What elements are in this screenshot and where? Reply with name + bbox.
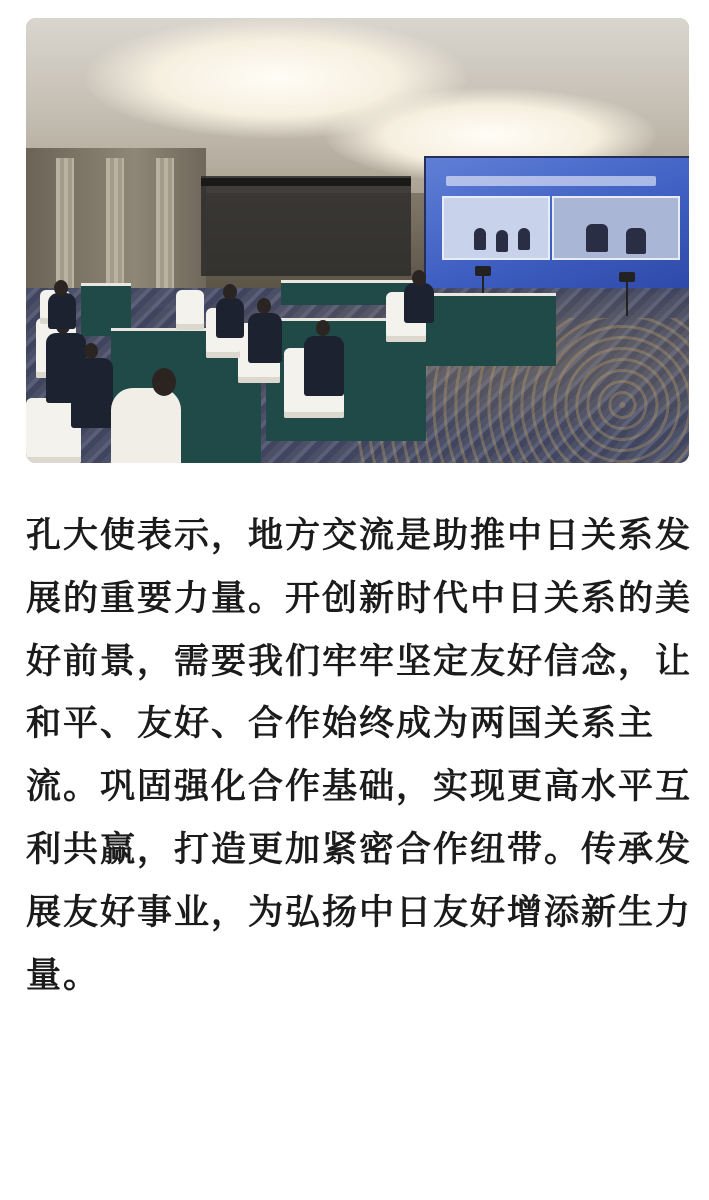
delegate-head [223,284,237,300]
delegate-head [54,280,68,296]
camera-tripod [626,280,628,316]
article-paragraph: 孔大使表示，地方交流是助推中日关系发展的重要力量。开创新时代中日关系的美好前景，需要我们牢牢坚定友好信念，让和平、友好、合作始终成为两国关系主流。巩固强化合作基础，实现更高水平互利共赢，打造更加紧密合作纽带。传承发展友好事业，为弘扬中日友好增添新生力量。 [26,516,693,996]
news-photo [26,18,689,463]
stage-lighting-bar [201,178,411,186]
delegate-head [316,320,330,336]
chair [176,290,204,330]
video-participant [474,228,486,250]
delegate [304,336,344,396]
conference-table [421,293,556,366]
delegate-head [257,298,271,314]
video-camera [475,266,491,276]
delegate-head [84,343,98,359]
video-feed-right [552,196,680,260]
video-participant [518,228,530,250]
delegate [216,298,244,338]
video-participant [586,224,608,252]
delegate [404,283,434,323]
video-participant [626,228,646,254]
screen-caption [446,176,656,186]
stage-rig [201,176,411,276]
delegate [48,293,76,329]
delegate-head [412,270,426,286]
delegate [248,313,282,363]
video-participant [496,230,508,252]
delegate [71,358,113,428]
interpreter [111,388,181,463]
interpreter-head [152,368,176,396]
video-camera [619,272,635,282]
curtain [156,158,174,308]
